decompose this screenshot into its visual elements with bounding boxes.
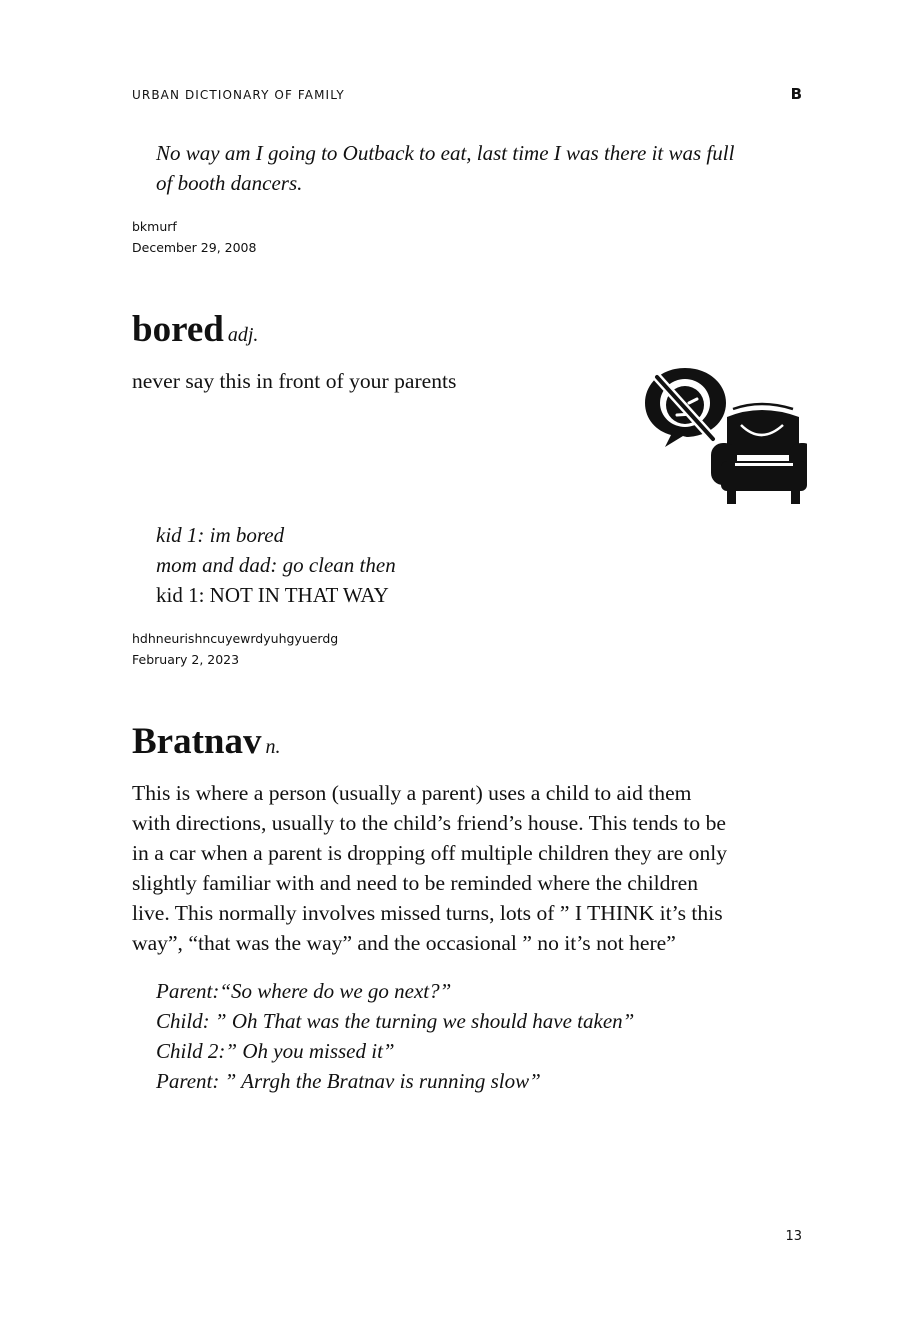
running-title: URBAN DICTIONARY OF FAMILY	[132, 88, 345, 102]
entry-example	[156, 138, 806, 198]
bored-armchair-icon	[643, 365, 807, 507]
headword-bratnav	[132, 720, 281, 769]
example-line: kid 1: NOT IN THAT WAY	[156, 583, 389, 607]
entry-definition: never say this in front of your parents	[132, 369, 457, 393]
headword-text: bored	[132, 309, 224, 350]
example-line: of booth dancers.	[156, 171, 303, 195]
example-line: mom and dad: go clean then	[156, 553, 396, 577]
entry-author: bkmurf	[132, 219, 177, 234]
running-head	[132, 85, 802, 108]
example-line: Child: ” Oh That was the turning we should have taken”	[156, 1009, 635, 1033]
headword-text: Bratnav	[132, 721, 262, 762]
example-line: Parent:“So where do we go next?”	[156, 979, 452, 1003]
headword-bored	[132, 308, 258, 357]
entry-date: December 29, 2008	[132, 240, 257, 255]
entry-definition	[132, 778, 804, 958]
entry-meta	[132, 216, 256, 258]
definition-line: live. This normally involves missed turns, lots of ” I THINK it’s this	[132, 901, 723, 925]
definition-line: This is where a person (usually a parent) uses a child to aid them	[132, 781, 692, 805]
example-line: No way am I going to Outback to eat, last time I was there it was full	[156, 141, 735, 165]
page-number: 13	[785, 1229, 802, 1244]
entry-example	[156, 976, 806, 1096]
entry-meta	[132, 628, 338, 670]
entry-example	[156, 520, 806, 610]
part-of-speech: adj.	[227, 324, 259, 346]
part-of-speech: n.	[265, 736, 281, 758]
definition-line: in a car when a parent is dropping off multiple children they are only	[132, 841, 728, 865]
definition-line: with directions, usually to the child’s friend’s house. This tends to be	[132, 811, 726, 835]
section-letter: B	[790, 85, 802, 103]
example-line: Parent: ” Arrgh the Bratnav is running slow”	[156, 1069, 541, 1093]
example-line: kid 1: im bored	[156, 523, 285, 547]
definition-line: way”, “that was the way” and the occasional ” no it’s not here”	[132, 931, 676, 955]
definition-line: slightly familiar with and need to be reminded where the children	[132, 871, 699, 895]
entry-author: hdhneurishncuyewrdyuhgyuerdg	[132, 631, 339, 646]
example-line: Child 2:” Oh you missed it”	[156, 1039, 395, 1063]
entry-date: February 2, 2023	[132, 652, 240, 667]
